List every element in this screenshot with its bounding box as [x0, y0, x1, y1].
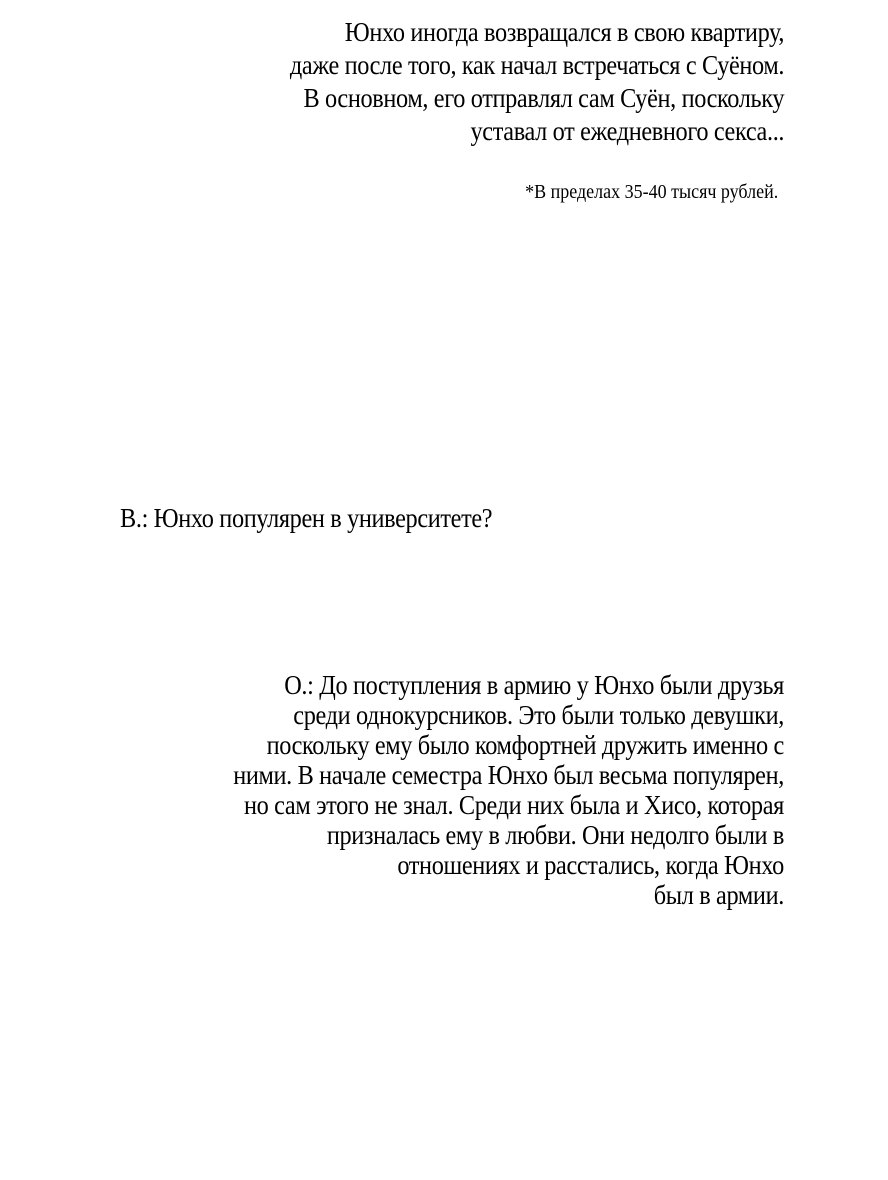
answer-paragraph [233, 670, 784, 910]
answer-line: отношениях и расстались, когда Юнхо [397, 850, 784, 880]
answer-line: призналась ему в любви. Они недолго были в [326, 820, 784, 850]
answer-line: поскольку ему было комфортней дружить именно с [266, 730, 784, 760]
answer-line: ними. В начале семестра Юнхо был весьма популярен, [233, 760, 784, 790]
answer-line: был в армии. [653, 880, 784, 910]
intro-paragraph [290, 16, 784, 148]
intro-line: Юнхо иногда возвращался в свою квартиру, [344, 17, 784, 47]
footnote: *В пределах 35-40 тысяч рублей. [524, 181, 778, 203]
intro-line: В основном, его отправлял сам Суён, поскольку [303, 83, 784, 113]
answer-line: но сам этого не знал. Среди них была и Хисо, которая [244, 790, 784, 820]
question-text: В.: Юнхо популярен в университете? [120, 503, 493, 533]
answer-line: О.: До поступления в армию у Юнхо были друзья [284, 670, 784, 700]
answer-line: среди однокурсников. Это были только девушки, [293, 700, 784, 730]
intro-line: даже после того, как начал встречаться с Суёном. [289, 50, 784, 80]
intro-line: уставал от ежедневного секса... [470, 116, 784, 146]
